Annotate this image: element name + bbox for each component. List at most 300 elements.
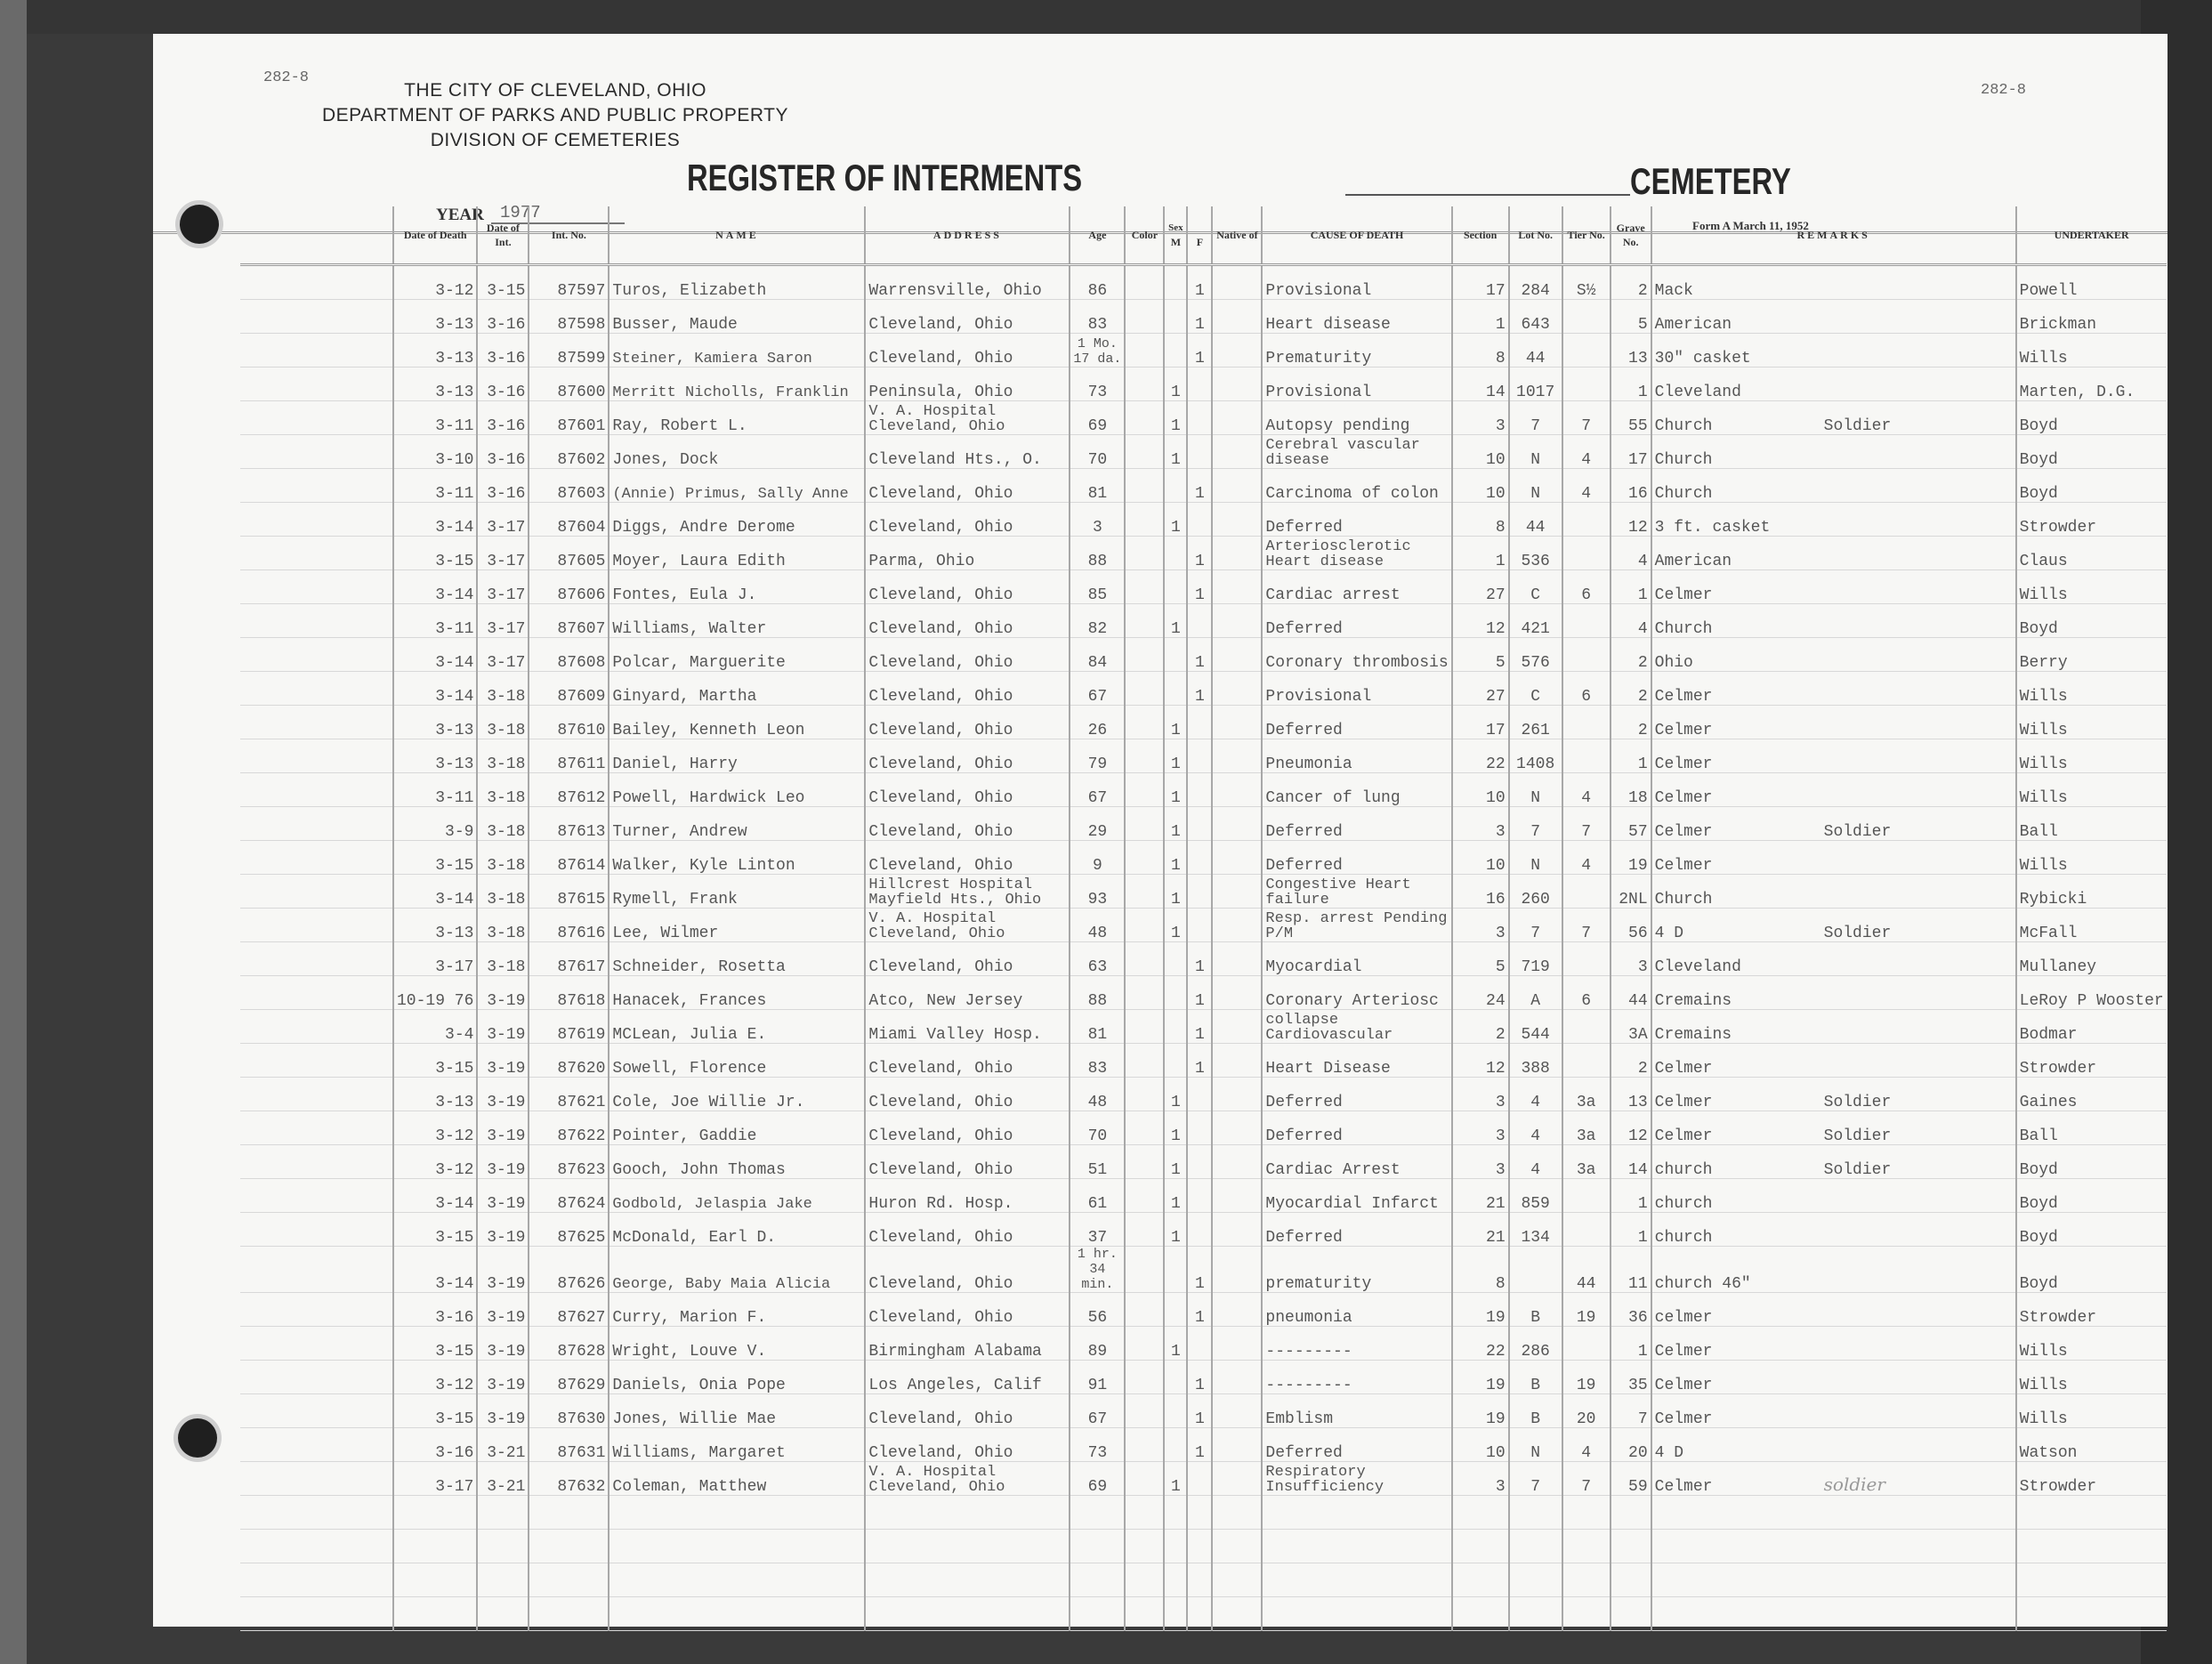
date-of-int-text: 3-19 <box>487 992 526 1010</box>
address-text: Cleveland, Ohio <box>868 519 1013 537</box>
sex-m-text: 1 <box>1171 722 1181 739</box>
sex-m-text: 1 <box>1171 891 1181 909</box>
int-no-text: 87608 <box>557 654 606 672</box>
cell-sex-m <box>1164 739 1187 773</box>
cell-lot-no <box>1509 1213 1562 1247</box>
age-text: 84 <box>1087 654 1108 672</box>
cell-sex-f <box>1187 706 1212 739</box>
cell-lot-no <box>1509 469 1562 503</box>
blank-cell <box>1187 1530 1212 1563</box>
int-no-text: 87598 <box>557 316 606 334</box>
cell-undertaker <box>2016 976 2167 1010</box>
cause-of-death-text: Prematurity <box>1265 350 1372 368</box>
col-address: ADDRESS <box>865 206 1070 265</box>
register-title: REGISTER OF INTERMENTS <box>687 157 1083 198</box>
sex-m-text: 1 <box>1171 451 1181 469</box>
grave-no-text: 1 <box>1637 755 1648 773</box>
cell-name <box>609 300 865 334</box>
cell-date-of-death <box>393 1361 477 1394</box>
year-label: YEAR <box>436 206 484 224</box>
sex-f-text: 1 <box>1195 1026 1205 1044</box>
remarks-text: Church <box>1654 891 1713 909</box>
cell-grave-no <box>1611 1078 1651 1111</box>
name-text: Cole, Joe Willie Jr. <box>612 1094 805 1111</box>
undertaker-text: Boyd <box>2019 417 2058 435</box>
cell-remarks <box>1651 1428 2016 1462</box>
cell-date-of-death <box>393 1394 477 1428</box>
tier-no-text: 19 <box>1576 1309 1596 1327</box>
sex-m-text: 1 <box>1171 789 1181 807</box>
col-sex-m <box>1164 206 1187 265</box>
cell-tier-no <box>1562 1213 1611 1247</box>
cell-undertaker <box>2016 1247 2167 1293</box>
blank-cell <box>1164 1563 1187 1597</box>
col-sex-m-label: M <box>1170 236 1182 248</box>
cause-of-death-text: --------- <box>1265 1343 1352 1361</box>
cell-section <box>1452 1010 1509 1044</box>
cell-sex-m <box>1164 1111 1187 1145</box>
date-of-int-text: 3-18 <box>487 925 526 942</box>
address-text: Cleveland, Ohio <box>868 1229 1013 1247</box>
address-text: Cleveland, Ohio <box>868 620 1013 638</box>
lot-no-text: 1408 <box>1516 755 1555 773</box>
cell-color <box>1125 706 1164 739</box>
cell-date-of-int <box>477 1078 529 1111</box>
margin-cell <box>240 942 393 976</box>
cell-sex-m <box>1164 469 1187 503</box>
cell-section <box>1452 1078 1509 1111</box>
blank-cell <box>1452 1563 1509 1597</box>
name-text: Schneider, Rosetta <box>612 958 786 976</box>
int-no-text: 87624 <box>557 1195 606 1213</box>
lot-no-text: N <box>1530 857 1541 875</box>
cell-date-of-death <box>393 1247 477 1293</box>
date-of-death-text: 3-17 <box>435 1478 474 1496</box>
cell-remarks <box>1651 1010 2016 1044</box>
table-row <box>240 875 2167 909</box>
table-row <box>240 739 2167 773</box>
tier-no-text: 4 <box>1581 1444 1592 1462</box>
address-text: Cleveland Hts., O. <box>868 451 1042 469</box>
blank-cell <box>609 1563 865 1597</box>
cell-int-no <box>529 1462 609 1496</box>
remarks-text: Celmer <box>1654 688 1713 706</box>
address-text: Hillcrest Hospital Mayfield Hts., Ohio <box>868 876 1042 909</box>
cell-address <box>865 435 1070 469</box>
blank-cell <box>529 1597 609 1631</box>
sex-m-text: 1 <box>1171 1229 1181 1247</box>
cell-sex-m <box>1164 1145 1187 1179</box>
cell-color <box>1125 1394 1164 1428</box>
grave-no-text: 1 <box>1637 1195 1648 1213</box>
margin-cell <box>240 773 393 807</box>
cell-color <box>1125 807 1164 841</box>
cell-address <box>865 942 1070 976</box>
date-of-int-text: 3-17 <box>487 620 526 638</box>
cell-int-no <box>529 638 609 672</box>
cell-name <box>609 739 865 773</box>
age-text: 69 <box>1087 417 1108 435</box>
cell-sex-m <box>1164 604 1187 638</box>
cell-date-of-death <box>393 841 477 875</box>
cell-address <box>865 1078 1070 1111</box>
cell-lot-no <box>1509 537 1562 570</box>
cell-address <box>865 503 1070 537</box>
int-no-text: 87632 <box>557 1478 606 1496</box>
cause-of-death-text: Deferred <box>1265 1444 1343 1462</box>
cell-grave-no <box>1611 1327 1651 1361</box>
cell-remarks <box>1651 401 2016 435</box>
cell-grave-no <box>1611 739 1651 773</box>
cell-tier-no <box>1562 1179 1611 1213</box>
name-text: Pointer, Gaddie <box>612 1127 757 1145</box>
cell-age <box>1070 807 1125 841</box>
cell-section <box>1452 976 1509 1010</box>
address-text: Cleveland, Ohio <box>868 789 1013 807</box>
cell-date-of-int <box>477 1293 529 1327</box>
date-of-death-text: 3-11 <box>435 789 474 807</box>
col-grave: Grave No. <box>1611 206 1651 265</box>
date-of-death-text: 3-11 <box>435 417 474 435</box>
cell-date-of-death <box>393 503 477 537</box>
cell-native-of <box>1212 1078 1262 1111</box>
cell-int-no <box>529 1293 609 1327</box>
cell-sex-f <box>1187 401 1212 435</box>
date-of-death-text: 3-11 <box>435 485 474 503</box>
cell-sex-m <box>1164 1010 1187 1044</box>
cell-cause-of-death <box>1262 672 1451 706</box>
cell-address <box>865 1394 1070 1428</box>
blank-cell <box>1611 1496 1651 1530</box>
remarks-text: Mack <box>1654 282 1693 300</box>
cell-date-of-int <box>477 368 529 401</box>
cell-color <box>1125 401 1164 435</box>
cell-int-no <box>529 1394 609 1428</box>
age-text: 48 <box>1087 1094 1108 1111</box>
cell-name <box>609 1213 865 1247</box>
sex-m-text: 1 <box>1171 1161 1181 1179</box>
undertaker-text: Wills <box>2019 1343 2068 1361</box>
cell-int-no <box>529 1327 609 1361</box>
grave-no-text: 1 <box>1637 1343 1648 1361</box>
cell-int-no <box>529 1361 609 1394</box>
cell-sex-f <box>1187 672 1212 706</box>
cell-grave-no <box>1611 1462 1651 1496</box>
binder-hole-bottom <box>178 1418 217 1458</box>
cell-cause-of-death <box>1262 503 1451 537</box>
remarks-note: Soldier <box>1823 823 1892 841</box>
cell-address <box>865 1111 1070 1145</box>
cell-int-no <box>529 1179 609 1213</box>
table-row <box>240 1247 2167 1293</box>
blank-cell <box>609 1496 865 1530</box>
margin-cell <box>240 435 393 469</box>
cell-native-of <box>1212 706 1262 739</box>
cell-tier-no <box>1562 300 1611 334</box>
blank-cell <box>1070 1597 1125 1631</box>
lot-no-text: B <box>1530 1377 1541 1394</box>
cell-sex-m <box>1164 570 1187 604</box>
remarks-text: Ohio <box>1654 654 1693 672</box>
date-of-int-text: 3-18 <box>487 722 526 739</box>
age-text: 83 <box>1087 1060 1108 1078</box>
cell-tier-no <box>1562 1010 1611 1044</box>
margin-cell <box>240 1293 393 1327</box>
cell-undertaker <box>2016 604 2167 638</box>
cell-address <box>865 401 1070 435</box>
age-text: 56 <box>1087 1309 1108 1327</box>
cell-color <box>1125 469 1164 503</box>
cell-undertaker <box>2016 638 2167 672</box>
margin-cell <box>240 300 393 334</box>
blank-cell <box>1125 1597 1164 1631</box>
remarks-note: soldier <box>1823 1474 1885 1495</box>
blank-cell <box>1262 1530 1451 1563</box>
cause-of-death-text: Provisional <box>1265 688 1372 706</box>
blank-cell <box>1562 1496 1611 1530</box>
cell-date-of-death <box>393 570 477 604</box>
cell-grave-no <box>1611 875 1651 909</box>
cell-sex-f <box>1187 265 1212 300</box>
cell-sex-m <box>1164 334 1187 368</box>
sex-f-text: 1 <box>1195 688 1205 706</box>
age-text: 63 <box>1087 958 1108 976</box>
blank-cell <box>1509 1530 1562 1563</box>
cell-undertaker <box>2016 1428 2167 1462</box>
tier-no-text: 6 <box>1581 688 1592 706</box>
lot-no-text: 719 <box>1521 958 1550 976</box>
cell-cause-of-death <box>1262 1044 1451 1078</box>
table-row <box>240 807 2167 841</box>
cell-remarks <box>1651 1327 2016 1361</box>
date-of-death-text: 3-9 <box>445 823 474 841</box>
cell-date-of-int <box>477 1361 529 1394</box>
cell-grave-no <box>1611 672 1651 706</box>
cell-native-of <box>1212 1247 1262 1293</box>
undertaker-text: Wills <box>2019 350 2068 368</box>
cell-address <box>865 1361 1070 1394</box>
sex-f-text: 1 <box>1195 958 1205 976</box>
remarks-text: Church <box>1654 417 1713 435</box>
cell-sex-f <box>1187 807 1212 841</box>
table-row <box>240 1327 2167 1361</box>
cell-sex-f <box>1187 334 1212 368</box>
cell-name <box>609 1361 865 1394</box>
date-of-death-text: 3-13 <box>435 316 474 334</box>
address-text: Warrensville, Ohio <box>868 282 1042 300</box>
section-text: 8 <box>1495 519 1506 537</box>
int-no-text: 87615 <box>557 891 606 909</box>
age-text: 67 <box>1087 789 1108 807</box>
remarks-text: Celmer <box>1654 1060 1713 1078</box>
cause-of-death-text: Cancer of lung <box>1265 789 1401 807</box>
tier-no-text: 4 <box>1581 857 1592 875</box>
table-row <box>240 638 2167 672</box>
cell-native-of <box>1212 265 1262 300</box>
cell-sex-f <box>1187 909 1212 942</box>
address-text: Cleveland, Ohio <box>868 688 1013 706</box>
cell-undertaker <box>2016 1394 2167 1428</box>
lot-no-text: N <box>1530 485 1541 503</box>
name-text: Diggs, Andre Derome <box>612 519 795 537</box>
grave-no-text: 2 <box>1637 722 1648 739</box>
cell-tier-no <box>1562 1111 1611 1145</box>
age-text: 1 hr. 34 min. <box>1077 1247 1118 1292</box>
age-text: 88 <box>1087 992 1108 1010</box>
age-text: 70 <box>1087 451 1108 469</box>
table-row <box>240 401 2167 435</box>
cell-color <box>1125 570 1164 604</box>
date-of-int-text: 3-18 <box>487 789 526 807</box>
blank-cell <box>1651 1530 2016 1563</box>
cell-int-no <box>529 570 609 604</box>
tier-no-text: 7 <box>1581 823 1592 841</box>
cell-sex-m <box>1164 1462 1187 1496</box>
cell-undertaker <box>2016 265 2167 300</box>
cell-grave-no <box>1611 1361 1651 1394</box>
blank-cell <box>1562 1563 1611 1597</box>
cell-cause-of-death <box>1262 435 1451 469</box>
int-no-text: 87607 <box>557 620 606 638</box>
margin-cell <box>240 1394 393 1428</box>
date-of-int-text: 3-16 <box>487 316 526 334</box>
cell-native-of <box>1212 570 1262 604</box>
cell-date-of-int <box>477 1145 529 1179</box>
year-value: 1977 <box>491 203 625 224</box>
margin-cell <box>240 1327 393 1361</box>
blank-cell <box>1187 1563 1212 1597</box>
cell-int-no <box>529 265 609 300</box>
blank-cell <box>1212 1563 1262 1597</box>
cell-name <box>609 942 865 976</box>
margin-cell <box>240 503 393 537</box>
cell-int-no <box>529 503 609 537</box>
section-text: 19 <box>1486 1309 1506 1327</box>
cell-date-of-int <box>477 706 529 739</box>
blank-cell <box>477 1597 529 1631</box>
cell-remarks <box>1651 503 2016 537</box>
date-of-death-text: 3-15 <box>435 1343 474 1361</box>
cell-date-of-death <box>393 942 477 976</box>
undertaker-text: Wills <box>2019 755 2068 773</box>
cell-tier-no <box>1562 1327 1611 1361</box>
margin-cell <box>240 1111 393 1145</box>
blank-cell <box>865 1597 1070 1631</box>
cell-date-of-death <box>393 1111 477 1145</box>
table-row <box>240 435 2167 469</box>
cell-cause-of-death <box>1262 401 1451 435</box>
blank-cell <box>609 1597 865 1631</box>
table-row <box>240 909 2167 942</box>
cell-remarks <box>1651 942 2016 976</box>
int-no-text: 87603 <box>557 485 606 503</box>
cause-of-death-text: Carcinoma of colon <box>1265 485 1439 503</box>
remarks-text: Celmer <box>1654 722 1713 739</box>
cell-section <box>1452 368 1509 401</box>
cell-color <box>1125 265 1164 300</box>
cell-cause-of-death <box>1262 265 1451 300</box>
blank-row <box>240 1530 2167 1563</box>
cell-date-of-int <box>477 503 529 537</box>
cell-address <box>865 1044 1070 1078</box>
age-text: 61 <box>1087 1195 1108 1213</box>
cell-tier-no <box>1562 1293 1611 1327</box>
cell-sex-f <box>1187 435 1212 469</box>
sex-m-text: 1 <box>1171 1127 1181 1145</box>
cell-undertaker <box>2016 503 2167 537</box>
cell-lot-no <box>1509 401 1562 435</box>
cell-name <box>609 265 865 300</box>
cell-section <box>1452 1044 1509 1078</box>
cell-int-no <box>529 1044 609 1078</box>
cell-cause-of-death <box>1262 1179 1451 1213</box>
undertaker-text: Boyd <box>2019 1161 2058 1179</box>
undertaker-text: Wills <box>2019 688 2068 706</box>
binder-hole-top <box>180 205 219 244</box>
cell-sex-m <box>1164 1078 1187 1111</box>
cell-sex-f <box>1187 1111 1212 1145</box>
sex-m-text: 1 <box>1171 1343 1181 1361</box>
undertaker-text: Strowder <box>2019 1309 2097 1327</box>
cause-of-death-text: Deferred <box>1265 519 1343 537</box>
cell-date-of-death <box>393 739 477 773</box>
cell-section <box>1452 841 1509 875</box>
cell-grave-no <box>1611 265 1651 300</box>
cell-grave-no <box>1611 334 1651 368</box>
undertaker-text: Mullaney <box>2019 958 2097 976</box>
date-of-death-text: 3-12 <box>435 1161 474 1179</box>
margin-cell <box>240 1010 393 1044</box>
cell-name <box>609 1010 865 1044</box>
cell-color <box>1125 1145 1164 1179</box>
lot-no-text: 536 <box>1521 553 1550 570</box>
cell-section <box>1452 570 1509 604</box>
sex-m-text: 1 <box>1171 384 1181 401</box>
cell-tier-no <box>1562 1145 1611 1179</box>
section-text: 19 <box>1486 1377 1506 1394</box>
cell-native-of <box>1212 1179 1262 1213</box>
blank-cell <box>1187 1597 1212 1631</box>
grave-no-text: 13 <box>1628 1094 1648 1111</box>
cell-int-no <box>529 1145 609 1179</box>
cell-name <box>609 368 865 401</box>
cell-lot-no <box>1509 1293 1562 1327</box>
date-of-death-text: 3-4 <box>445 1026 474 1044</box>
col-undertaker: UNDERTAKER <box>2016 206 2167 265</box>
cell-grave-no <box>1611 1179 1651 1213</box>
cell-undertaker <box>2016 334 2167 368</box>
cell-date-of-death <box>393 1145 477 1179</box>
cell-name <box>609 875 865 909</box>
cell-int-no <box>529 1247 609 1293</box>
cell-undertaker <box>2016 909 2167 942</box>
lot-no-text: C <box>1530 688 1541 706</box>
address-text: Cleveland, Ohio <box>868 1309 1013 1327</box>
age-text: 82 <box>1087 620 1108 638</box>
cell-undertaker <box>2016 1010 2167 1044</box>
cell-grave-no <box>1611 368 1651 401</box>
cell-undertaker <box>2016 1111 2167 1145</box>
cell-undertaker <box>2016 739 2167 773</box>
remarks-text: Church <box>1654 485 1713 503</box>
age-text: 88 <box>1087 553 1108 570</box>
cell-lot-no <box>1509 1428 1562 1462</box>
section-text: 10 <box>1486 485 1506 503</box>
cell-int-no <box>529 1428 609 1462</box>
cause-of-death-text: Deferred <box>1265 823 1343 841</box>
cell-section <box>1452 1394 1509 1428</box>
blank-cell <box>393 1496 477 1530</box>
